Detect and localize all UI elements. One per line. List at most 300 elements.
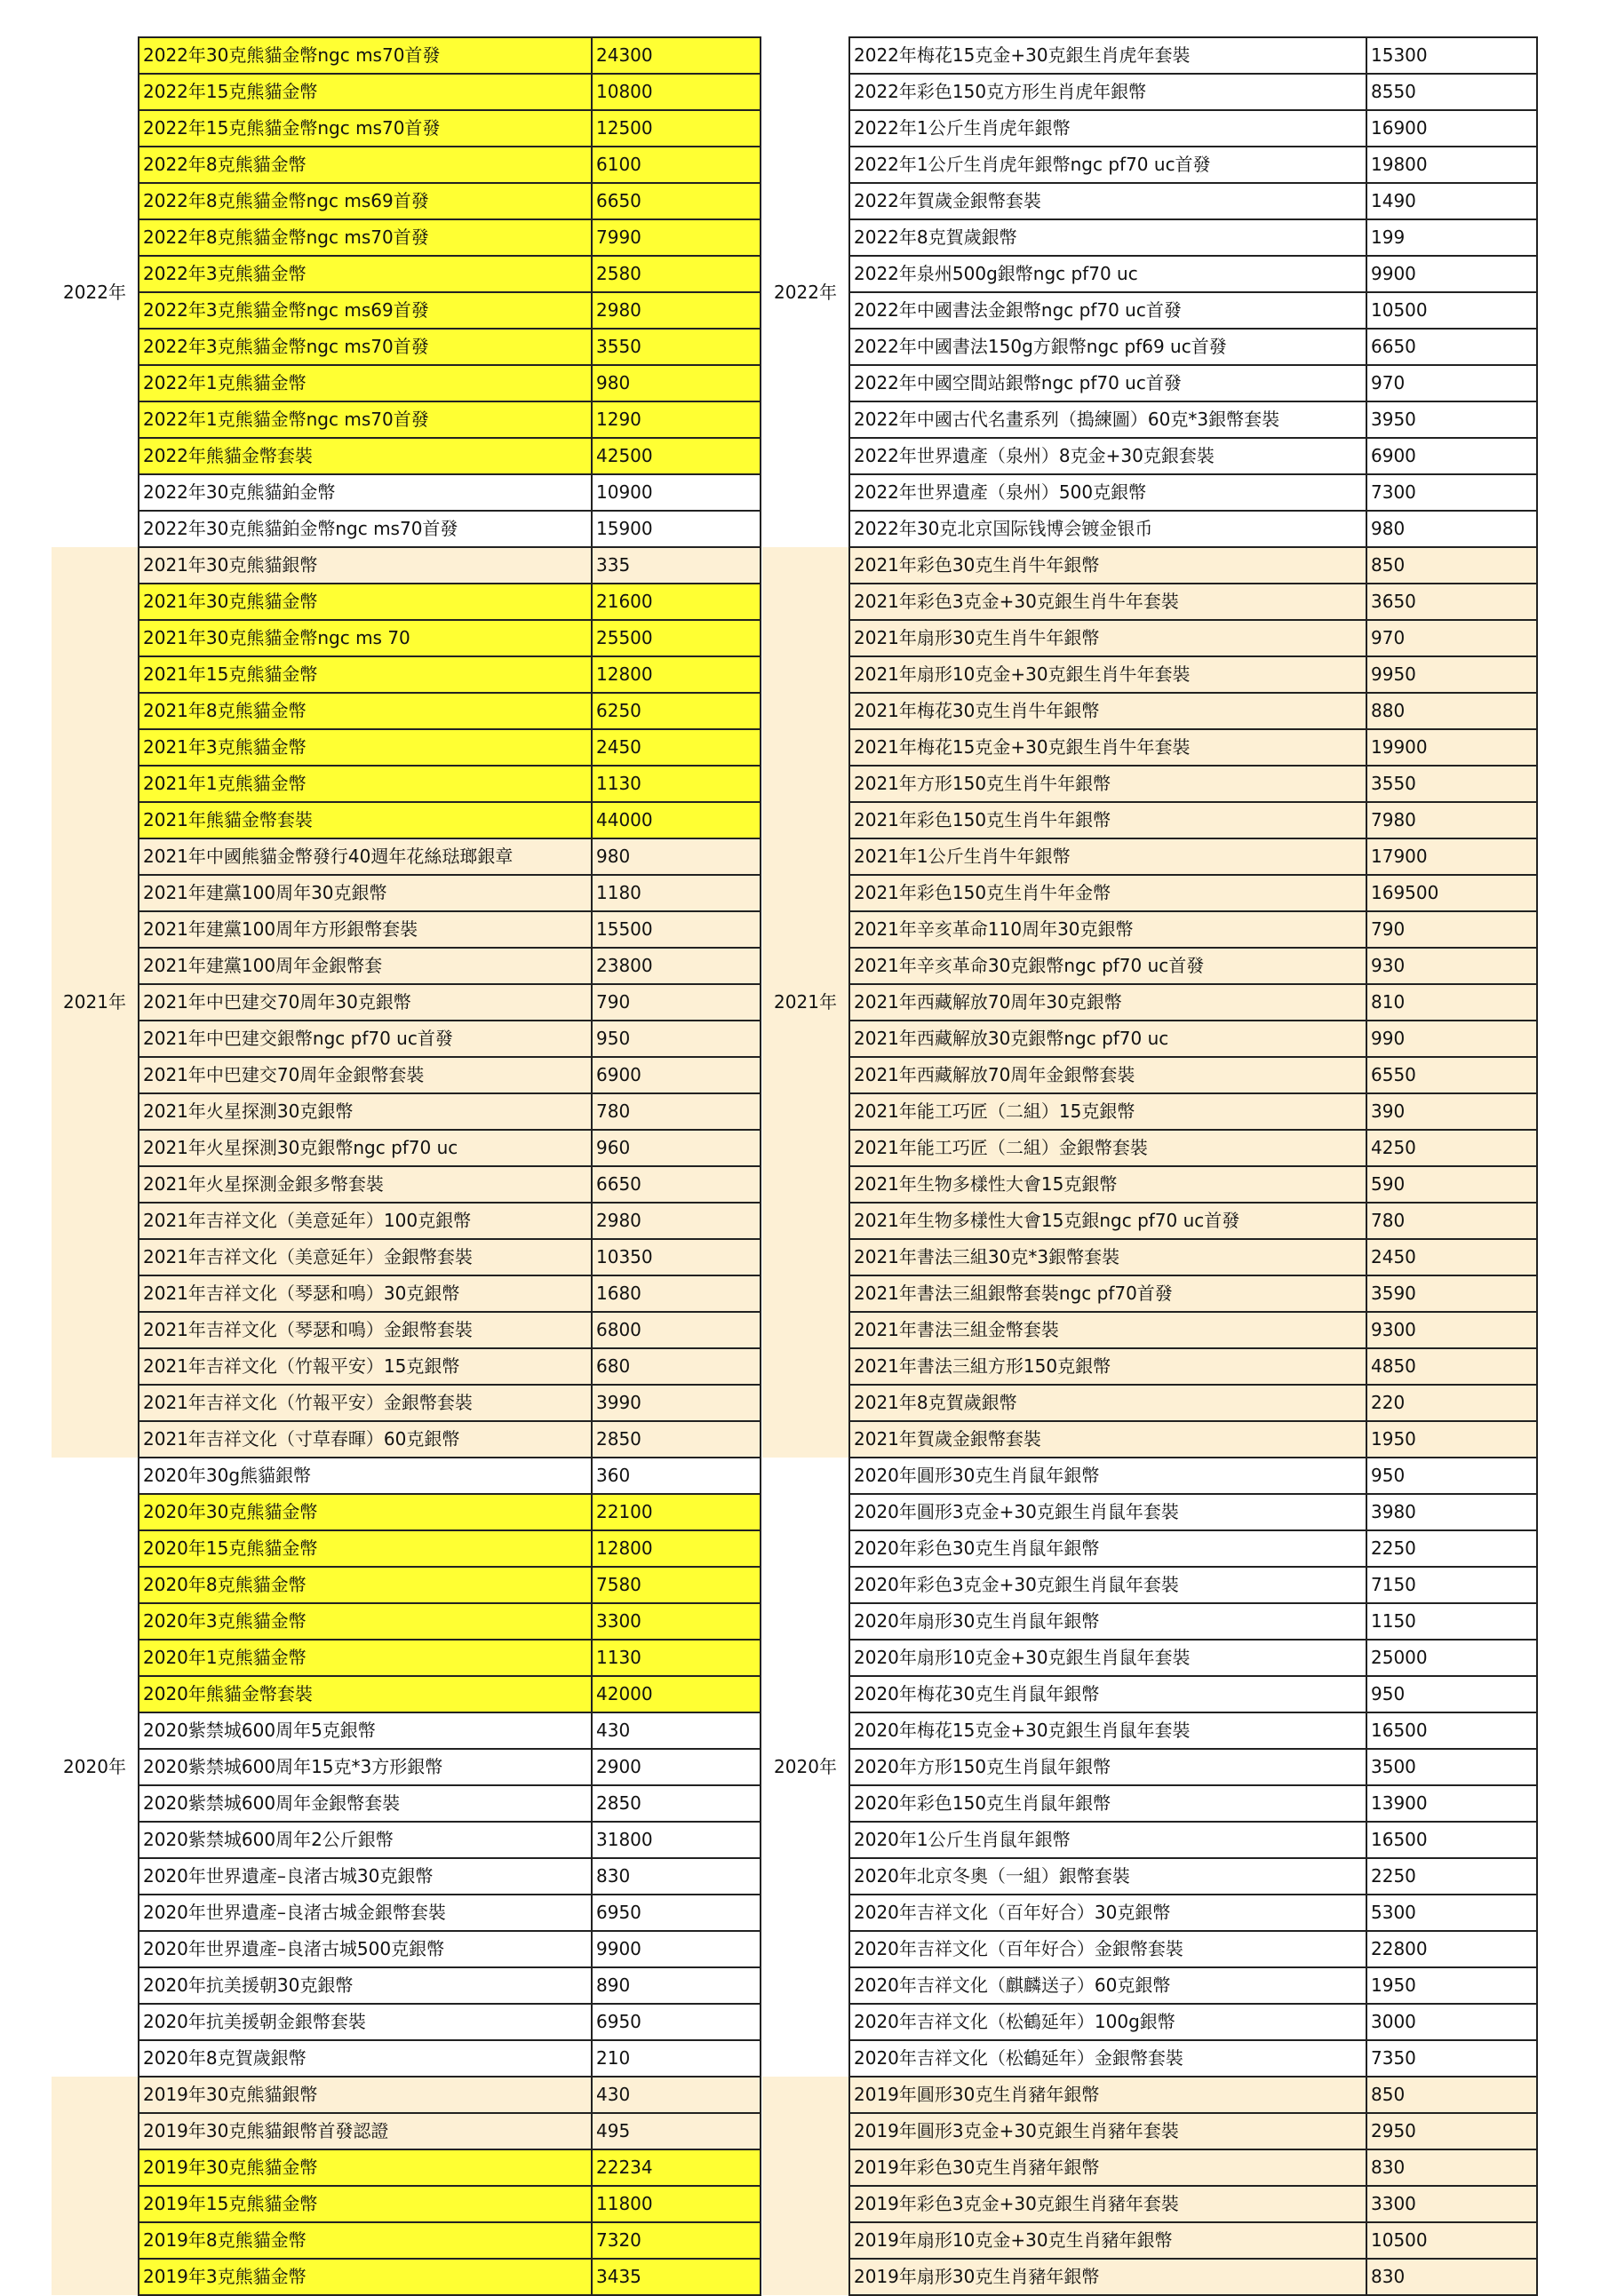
table-row [762, 948, 1537, 984]
coin-price: 169500 [1366, 875, 1537, 911]
coin-price: 990 [1366, 1021, 1537, 1057]
coin-name: 2021年火星探測30克銀幣 [139, 1093, 592, 1130]
coin-price: 11800 [592, 2186, 761, 2222]
table-row [52, 1021, 761, 1057]
table-row [762, 1494, 1537, 1530]
table-row [52, 2149, 761, 2186]
coin-name: 2020年彩色3克金+30克銀生肖鼠年套裝 [849, 1567, 1366, 1603]
coin-price: 220 [1366, 1385, 1537, 1421]
coin-name: 2021年中巴建交70周年30克銀幣 [139, 984, 592, 1021]
table-row [52, 620, 761, 656]
coin-name: 2020紫禁城600周年2公斤銀幣 [139, 1822, 592, 1858]
coin-price: 810 [1366, 984, 1537, 1021]
coin-price: 980 [592, 838, 761, 875]
table-row [52, 1421, 761, 1458]
year-label: 2020年 [52, 1458, 139, 2077]
coin-price: 15500 [592, 911, 761, 948]
table-row [762, 401, 1537, 438]
table-row [52, 1348, 761, 1385]
coin-price: 10350 [592, 1239, 761, 1275]
table-row [762, 1275, 1537, 1312]
coin-name: 2021年賀歲金銀幣套裝 [849, 1421, 1366, 1458]
coin-price: 7300 [1366, 474, 1537, 511]
coin-price: 950 [1366, 1458, 1537, 1494]
table-row [52, 2004, 761, 2040]
coin-name: 2021年扇形30克生肖牛年銀幣 [849, 620, 1366, 656]
coin-price: 1130 [592, 766, 761, 802]
table-row [52, 729, 761, 766]
coin-name: 2021年梅花15克金+30克銀生肖牛年套裝 [849, 729, 1366, 766]
coin-price: 44000 [592, 802, 761, 838]
coin-name: 2021年方形150克生肖牛年銀幣 [849, 766, 1366, 802]
coin-price: 3650 [1366, 584, 1537, 620]
table-row [762, 1676, 1537, 1712]
coin-name: 2020年扇形30克生肖鼠年銀幣 [849, 1603, 1366, 1640]
coin-name: 2020年30克熊貓金幣 [139, 1494, 592, 1530]
coin-name: 2022年彩色150克方形生肖虎年銀幣 [849, 74, 1366, 110]
table-row [52, 948, 761, 984]
table-row [52, 329, 761, 365]
table-row [52, 1239, 761, 1275]
coin-name: 2020年彩色30克生肖鼠年銀幣 [849, 1530, 1366, 1567]
table-row [52, 1749, 761, 1785]
table-row [52, 1567, 761, 1603]
coin-price: 10500 [1366, 292, 1537, 329]
coin-name: 2020紫禁城600周年5克銀幣 [139, 1712, 592, 1749]
coin-price: 5300 [1366, 1895, 1537, 1931]
table-row [52, 766, 761, 802]
table-row [52, 1931, 761, 1967]
coin-price: 25000 [1366, 1640, 1537, 1676]
coin-price: 2450 [1366, 1239, 1537, 1275]
coin-price: 3500 [1366, 1749, 1537, 1785]
table-row [762, 1312, 1537, 1348]
table-row [52, 1676, 761, 1712]
year-label: 2022年 [52, 37, 139, 547]
coin-price: 22100 [592, 1494, 761, 1530]
table-row [762, 875, 1537, 911]
table-row [762, 256, 1537, 292]
coin-name: 2020年梅花30克生肖鼠年銀幣 [849, 1676, 1366, 1712]
table-row [762, 1858, 1537, 1895]
coin-price: 780 [1366, 1203, 1537, 1239]
coin-price: 10500 [1366, 2222, 1537, 2259]
coin-price: 6800 [592, 1312, 761, 1348]
coin-name: 2021年彩色30克生肖牛年銀幣 [849, 547, 1366, 584]
coin-name: 2022年世界遺產（泉州）500克銀幣 [849, 474, 1366, 511]
table-row [762, 1385, 1537, 1421]
coin-name: 2020年8克賀歲銀幣 [139, 2040, 592, 2077]
table-row [762, 1895, 1537, 1931]
coin-name: 2020年北京冬奧（一組）銀幣套裝 [849, 1858, 1366, 1895]
left-price-table [52, 36, 761, 2296]
coin-name: 2022年8克熊貓金幣ngc ms69首發 [139, 183, 592, 219]
table-row [52, 2222, 761, 2259]
coin-name: 2021年1公斤生肖牛年銀幣 [849, 838, 1366, 875]
coin-name: 2019年30克熊貓金幣 [139, 2149, 592, 2186]
table-row [762, 1130, 1537, 1166]
coin-name: 2020年吉祥文化（百年好合）金銀幣套裝 [849, 1931, 1366, 1967]
table-row [52, 1458, 761, 1494]
table-row [762, 2222, 1537, 2259]
table-row [52, 292, 761, 329]
coin-name: 2020年扇形10克金+30克銀生肖鼠年套裝 [849, 1640, 1366, 1676]
table-row [762, 2259, 1537, 2295]
coin-price: 830 [1366, 2149, 1537, 2186]
table-row [762, 1057, 1537, 1093]
coin-name: 2019年30克熊貓銀幣首發認證 [139, 2113, 592, 2149]
coin-price: 335 [592, 547, 761, 584]
coin-name: 2022年8克賀歲銀幣 [849, 219, 1366, 256]
coin-price: 890 [592, 1967, 761, 2004]
coin-price: 950 [592, 1021, 761, 1057]
coin-name: 2020年世界遺產–良渚古城500克銀幣 [139, 1931, 592, 1967]
table-row [762, 511, 1537, 547]
table-row [762, 766, 1537, 802]
table-row [52, 656, 761, 693]
coin-price: 2250 [1366, 1858, 1537, 1895]
coin-name: 2021年辛亥革命110周年30克銀幣 [849, 911, 1366, 948]
coin-name: 2021年30克熊貓金幣 [139, 584, 592, 620]
table-row [52, 1093, 761, 1130]
year-label: 2021年 [52, 547, 139, 1458]
table-row [52, 2186, 761, 2222]
coin-name: 2020年8克熊貓金幣 [139, 1567, 592, 1603]
coin-price: 3980 [1366, 1494, 1537, 1530]
coin-price: 16500 [1366, 1712, 1537, 1749]
coin-price: 3300 [592, 1603, 761, 1640]
coin-price: 3550 [1366, 766, 1537, 802]
coin-price: 590 [1366, 1166, 1537, 1203]
coin-name: 2022年世界遺產（泉州）8克金+30克銀套裝 [849, 438, 1366, 474]
table-row [52, 1057, 761, 1093]
table-row [762, 1640, 1537, 1676]
table-row [762, 1785, 1537, 1822]
table-row [762, 365, 1537, 401]
coin-name: 2022年3克熊貓金幣ngc ms70首發 [139, 329, 592, 365]
table-row [52, 438, 761, 474]
coin-price: 22234 [592, 2149, 761, 2186]
year-label [762, 2077, 849, 2295]
coin-name: 2020年3克熊貓金幣 [139, 1603, 592, 1640]
coin-name: 2021年書法三組30克*3銀幣套裝 [849, 1239, 1366, 1275]
table-row [52, 401, 761, 438]
coin-price: 3590 [1366, 1275, 1537, 1312]
coin-price: 1130 [592, 1640, 761, 1676]
coin-name: 2019年彩色30克生肖豬年銀幣 [849, 2149, 1366, 2186]
coin-name: 2021年火星探測30克銀幣ngc pf70 uc [139, 1130, 592, 1166]
coin-price: 4850 [1366, 1348, 1537, 1385]
coin-price: 1290 [592, 401, 761, 438]
coin-price: 6900 [1366, 438, 1537, 474]
coin-name: 2020紫禁城600周年金銀幣套裝 [139, 1785, 592, 1822]
table-row [52, 1712, 761, 1749]
coin-price: 780 [592, 1093, 761, 1130]
coin-price: 15300 [1366, 37, 1537, 74]
coin-name: 2021年中巴建交70周年金銀幣套裝 [139, 1057, 592, 1093]
coin-name: 2022年15克熊貓金幣ngc ms70首發 [139, 110, 592, 147]
coin-price: 9900 [1366, 256, 1537, 292]
table-row [762, 547, 1537, 584]
coin-price: 1490 [1366, 183, 1537, 219]
table-row [762, 1967, 1537, 2004]
coin-price: 2950 [1366, 2113, 1537, 2149]
coin-name: 2020年世界遺產–良渚古城30克銀幣 [139, 1858, 592, 1895]
coin-price: 6900 [592, 1057, 761, 1093]
coin-name: 2021年吉祥文化（美意延年）100克銀幣 [139, 1203, 592, 1239]
table-row [762, 2077, 1537, 2113]
table-row [762, 2186, 1537, 2222]
coin-price: 17900 [1366, 838, 1537, 875]
coin-name: 2022年30克熊貓金幣ngc ms70首發 [139, 37, 592, 74]
coin-price: 23800 [592, 948, 761, 984]
coin-name: 2020年世界遺產–良渚古城金銀幣套裝 [139, 1895, 592, 1931]
coin-name: 2022年熊貓金幣套裝 [139, 438, 592, 474]
table-row [762, 1093, 1537, 1130]
table-row [762, 474, 1537, 511]
coin-name: 2021年扇形10克金+30克銀生肖牛年套裝 [849, 656, 1366, 693]
coin-price: 850 [1366, 2077, 1537, 2113]
right-price-table [762, 36, 1538, 2296]
coin-price: 10800 [592, 74, 761, 110]
coin-price: 12500 [592, 110, 761, 147]
coin-name: 2020年吉祥文化（百年好合）30克銀幣 [849, 1895, 1366, 1931]
table-row [762, 147, 1537, 183]
table-row [52, 110, 761, 147]
table-row [762, 1822, 1537, 1858]
coin-price: 12800 [592, 656, 761, 693]
coin-price: 360 [592, 1458, 761, 1494]
table-row [762, 802, 1537, 838]
year-label: 2021年 [762, 547, 849, 1458]
coin-price: 4250 [1366, 1130, 1537, 1166]
coin-name: 2021年建黨100周年金銀幣套 [139, 948, 592, 984]
coin-price: 8550 [1366, 74, 1537, 110]
table-row [762, 729, 1537, 766]
coin-name: 2021年書法三組銀幣套裝ngc pf70首發 [849, 1275, 1366, 1312]
coin-price: 7350 [1366, 2040, 1537, 2077]
coin-price: 10900 [592, 474, 761, 511]
coin-price: 6100 [592, 147, 761, 183]
coin-name: 2021年吉祥文化（琴瑟和鳴）30克銀幣 [139, 1275, 592, 1312]
coin-name: 2020年吉祥文化（麒麟送子）60克銀幣 [849, 1967, 1366, 2004]
table-row [762, 1530, 1537, 1567]
table-row [762, 1166, 1537, 1203]
coin-name: 2021年彩色150克生肖牛年銀幣 [849, 802, 1366, 838]
coin-name: 2021年西藏解放70周年30克銀幣 [849, 984, 1366, 1021]
coin-price: 7580 [592, 1567, 761, 1603]
coin-price: 2850 [592, 1785, 761, 1822]
coin-name: 2021年8克賀歲銀幣 [849, 1385, 1366, 1421]
coin-name: 2022年30克北京国际钱博会镀金银币 [849, 511, 1366, 547]
coin-price: 3550 [592, 329, 761, 365]
table-row [52, 2113, 761, 2149]
coin-price: 7150 [1366, 1567, 1537, 1603]
table-row [762, 1749, 1537, 1785]
coin-price: 22800 [1366, 1931, 1537, 1967]
table-row [762, 1348, 1537, 1385]
table-row [52, 147, 761, 183]
table-row [52, 1166, 761, 1203]
coin-name: 2021年火星探測金銀多幣套裝 [139, 1166, 592, 1203]
coin-price: 3000 [1366, 2004, 1537, 2040]
year-label [52, 2077, 139, 2295]
coin-price: 980 [592, 365, 761, 401]
coin-price: 930 [1366, 948, 1537, 984]
coin-name: 2020年彩色150克生肖鼠年銀幣 [849, 1785, 1366, 1822]
table-row [52, 37, 761, 74]
coin-price: 680 [592, 1348, 761, 1385]
table-row [762, 74, 1537, 110]
coin-name: 2021年生物多樣性大會15克銀幣 [849, 1166, 1366, 1203]
coin-price: 790 [592, 984, 761, 1021]
coin-price: 21600 [592, 584, 761, 620]
table-row [52, 1895, 761, 1931]
coin-name: 2019年3克熊貓金幣 [139, 2259, 592, 2295]
table-row [762, 911, 1537, 948]
table-row [52, 219, 761, 256]
table-row [52, 2040, 761, 2077]
coin-price: 6650 [592, 183, 761, 219]
coin-price: 980 [1366, 511, 1537, 547]
coin-price: 19800 [1366, 147, 1537, 183]
coin-name: 2019年扇形10克金+30克生肖豬年銀幣 [849, 2222, 1366, 2259]
table-row [52, 1312, 761, 1348]
table-row [52, 1530, 761, 1567]
coin-name: 2021年能工巧匠（二組）金銀幣套裝 [849, 1130, 1366, 1166]
coin-name: 2022年1公斤生肖虎年銀幣 [849, 110, 1366, 147]
coin-price: 830 [1366, 2259, 1537, 2295]
coin-price: 2450 [592, 729, 761, 766]
coin-name: 2020年30g熊貓銀幣 [139, 1458, 592, 1494]
coin-name: 2022年15克熊貓金幣 [139, 74, 592, 110]
coin-name: 2022年中國書法150g方銀幣ngc pf69 uc首發 [849, 329, 1366, 365]
coin-name: 2021年彩色150克生肖牛年金幣 [849, 875, 1366, 911]
table-row [762, 329, 1537, 365]
table-row [52, 1603, 761, 1640]
table-row [52, 1385, 761, 1421]
coin-name: 2021年生物多樣性大會15克銀ngc pf70 uc首發 [849, 1203, 1366, 1239]
coin-name: 2022年8克熊貓金幣ngc ms70首發 [139, 219, 592, 256]
coin-name: 2019年彩色3克金+30克銀生肖豬年套裝 [849, 2186, 1366, 2222]
coin-price: 19900 [1366, 729, 1537, 766]
coin-price: 830 [592, 1858, 761, 1895]
coin-price: 495 [592, 2113, 761, 2149]
coin-price: 1680 [592, 1275, 761, 1312]
coin-name: 2021年中國熊貓金幣發行40週年花絲琺瑯銀章 [139, 838, 592, 875]
coin-name: 2021年8克熊貓金幣 [139, 693, 592, 729]
table-row [52, 1822, 761, 1858]
coin-name: 2021年熊貓金幣套裝 [139, 802, 592, 838]
coin-name: 2020年1公斤生肖鼠年銀幣 [849, 1822, 1366, 1858]
table-row [762, 438, 1537, 474]
table-row [762, 1203, 1537, 1239]
coin-price: 24300 [592, 37, 761, 74]
year-label: 2022年 [762, 37, 849, 547]
coin-name: 2020年15克熊貓金幣 [139, 1530, 592, 1567]
coin-name: 2022年賀歲金銀幣套裝 [849, 183, 1366, 219]
coin-price: 6650 [592, 1166, 761, 1203]
table-row [52, 584, 761, 620]
coin-name: 2022年中國空間站銀幣ngc pf70 uc首發 [849, 365, 1366, 401]
table-row [52, 1494, 761, 1530]
coin-name: 2019年扇形30克生肖豬年銀幣 [849, 2259, 1366, 2295]
coin-price: 850 [1366, 547, 1537, 584]
table-row [52, 511, 761, 547]
coin-name: 2021年3克熊貓金幣 [139, 729, 592, 766]
coin-name: 2022年1克熊貓金幣ngc ms70首發 [139, 401, 592, 438]
coin-name: 2021年15克熊貓金幣 [139, 656, 592, 693]
table-row [52, 256, 761, 292]
coin-name: 2020紫禁城600周年15克*3方形銀幣 [139, 1749, 592, 1785]
table-row [52, 802, 761, 838]
coin-price: 210 [592, 2040, 761, 2077]
coin-price: 42500 [592, 438, 761, 474]
table-row [762, 2113, 1537, 2149]
coin-name: 2019年圓形30克生肖豬年銀幣 [849, 2077, 1366, 2113]
table-row [52, 2077, 761, 2113]
coin-name: 2021年吉祥文化（竹報平安）金銀幣套裝 [139, 1385, 592, 1421]
coin-price: 9300 [1366, 1312, 1537, 1348]
table-row [762, 656, 1537, 693]
coin-price: 9950 [1366, 656, 1537, 693]
table-row [52, 1640, 761, 1676]
coin-name: 2020年吉祥文化（松鶴延年）金銀幣套裝 [849, 2040, 1366, 2077]
table-row [52, 183, 761, 219]
table-row [762, 1931, 1537, 1967]
coin-name: 2021年吉祥文化（竹報平安）15克銀幣 [139, 1348, 592, 1385]
coin-price: 15900 [592, 511, 761, 547]
coin-price: 1950 [1366, 1421, 1537, 1458]
table-row [762, 2040, 1537, 2077]
coin-name: 2021年能工巧匠（二組）15克銀幣 [849, 1093, 1366, 1130]
table-row [52, 365, 761, 401]
coin-name: 2022年泉州500g銀幣ngc pf70 uc [849, 256, 1366, 292]
table-row [52, 1203, 761, 1239]
coin-price: 12800 [592, 1530, 761, 1567]
coin-name: 2022年3克熊貓金幣 [139, 256, 592, 292]
table-row [52, 1785, 761, 1822]
table-row [52, 2259, 761, 2295]
coin-name: 2021年吉祥文化（美意延年）金銀幣套裝 [139, 1239, 592, 1275]
table-row [762, 1239, 1537, 1275]
table-row [762, 693, 1537, 729]
table-row [762, 838, 1537, 875]
table-row [52, 875, 761, 911]
coin-name: 2021年梅花30克生肖牛年銀幣 [849, 693, 1366, 729]
coin-price: 3990 [592, 1385, 761, 1421]
coin-price: 430 [592, 2077, 761, 2113]
coin-name: 2021年書法三組金幣套裝 [849, 1312, 1366, 1348]
coin-name: 2022年中國古代名畫系列（搗練圖）60克*3銀幣套裝 [849, 401, 1366, 438]
coin-name: 2019年8克熊貓金幣 [139, 2222, 592, 2259]
table-row [52, 693, 761, 729]
coin-name: 2021年吉祥文化（寸草春暉）60克銀幣 [139, 1421, 592, 1458]
table-row [52, 911, 761, 948]
coin-price: 970 [1366, 620, 1537, 656]
coin-price: 6950 [592, 1895, 761, 1931]
table-row [52, 984, 761, 1021]
coin-price: 960 [592, 1130, 761, 1166]
table-row [762, 1712, 1537, 1749]
coin-price: 6950 [592, 2004, 761, 2040]
coin-name: 2022年30克熊貓鉑金幣ngc ms70首發 [139, 511, 592, 547]
coin-name: 2021年1克熊貓金幣 [139, 766, 592, 802]
coin-price: 199 [1366, 219, 1537, 256]
table-row [762, 1421, 1537, 1458]
coin-price: 25500 [592, 620, 761, 656]
coin-price: 2900 [592, 1749, 761, 1785]
